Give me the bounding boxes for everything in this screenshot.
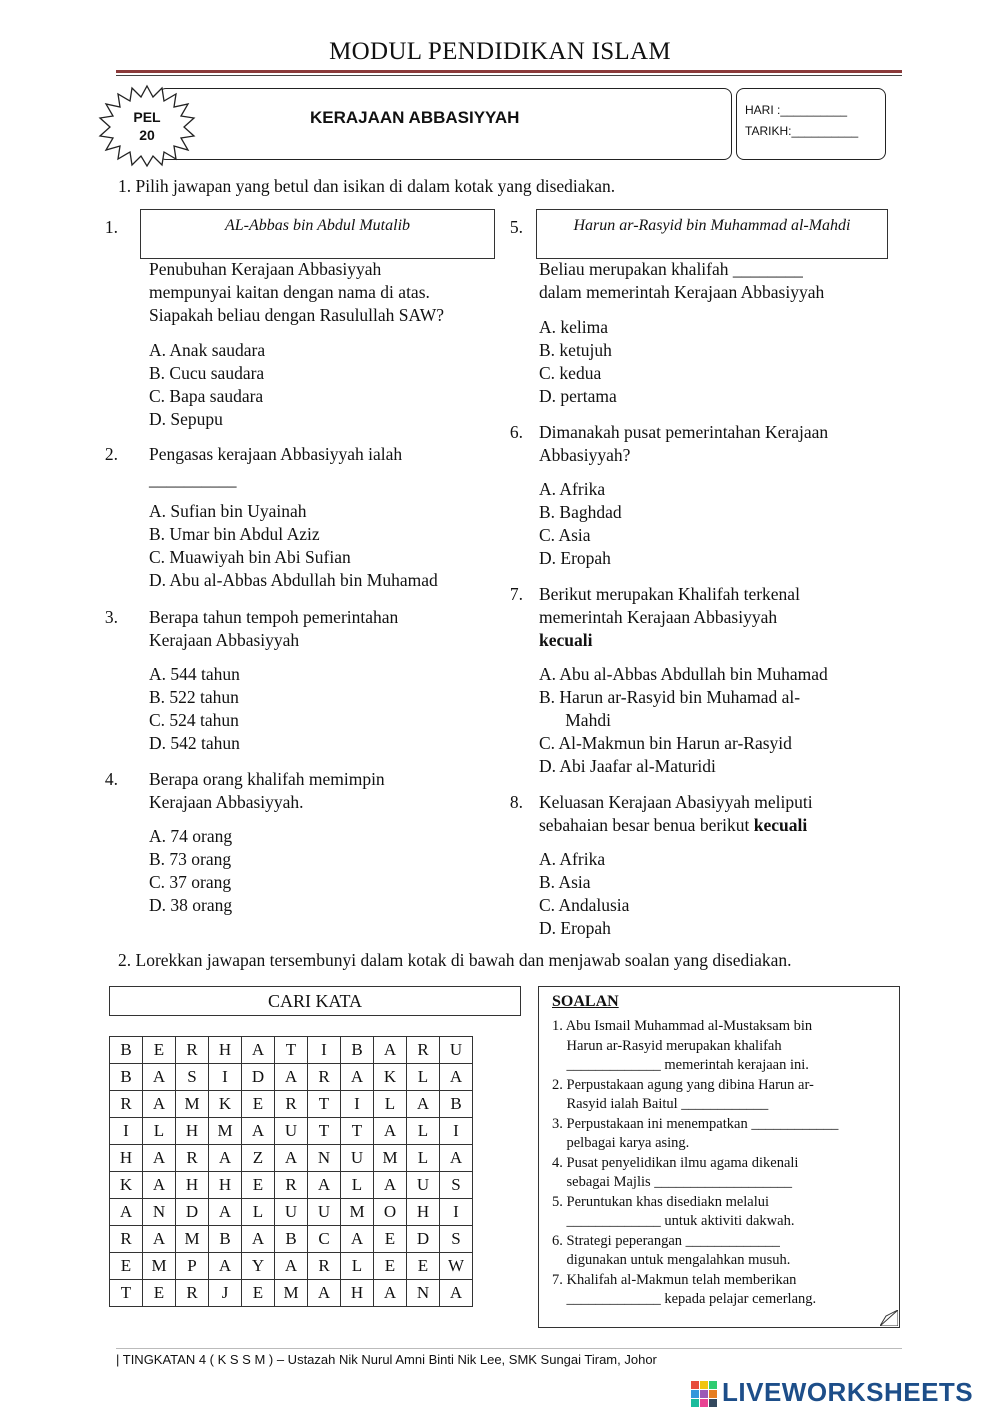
grid-cell[interactable]: E — [143, 1280, 176, 1307]
grid-cell[interactable]: U — [275, 1118, 308, 1145]
grid-cell[interactable]: J — [209, 1280, 242, 1307]
question-1-stem — [149, 258, 444, 327]
option-d[interactable]: D. Abi Jaafar al-Maturidi — [539, 756, 716, 776]
grid-cell[interactable]: Z — [242, 1145, 275, 1172]
grid-cell[interactable]: A — [242, 1226, 275, 1253]
grid-cell[interactable]: N — [407, 1280, 440, 1307]
option-b[interactable]: B. Umar bin Abdul Aziz — [149, 524, 320, 544]
option-c[interactable]: C. 524 tahun — [149, 710, 239, 730]
grid-cell[interactable]: B — [209, 1226, 242, 1253]
grid-cell[interactable]: U — [275, 1199, 308, 1226]
question-2-options — [149, 500, 438, 592]
grid-cell[interactable]: A — [440, 1280, 473, 1307]
soalan-line: _____________ kepada pelajar cemerlang. — [552, 1291, 817, 1307]
grid-cell[interactable]: A — [374, 1118, 407, 1145]
option-a[interactable]: A. Abu al-Abbas Abdullah bin Muhamad — [539, 664, 828, 684]
grid-cell[interactable]: A — [341, 1064, 374, 1091]
option-a[interactable]: A. 544 tahun — [149, 664, 240, 684]
grid-cell[interactable]: K — [374, 1064, 407, 1091]
soalan-item — [552, 1154, 892, 1193]
grid-row — [110, 1118, 473, 1145]
grid-cell[interactable]: A — [143, 1091, 176, 1118]
grid-cell[interactable]: L — [407, 1118, 440, 1145]
grid-cell[interactable]: E — [242, 1280, 275, 1307]
soalan-item — [552, 1115, 892, 1154]
grid-cell[interactable]: A — [440, 1064, 473, 1091]
stem-line: Pengasas kerajaan Abbasiyyah ialah — [149, 444, 403, 464]
question-4-options — [149, 825, 232, 917]
question-5-options — [539, 316, 617, 408]
soalan-line: 2. Perpustakaan agung yang dibina Harun ar- — [552, 1076, 814, 1093]
soalan-item — [552, 1232, 892, 1271]
soalan-line: 7. Khalifah al-Makmun telah memberikan — [552, 1271, 797, 1288]
grid-cell[interactable]: A — [440, 1145, 473, 1172]
stem-line: memerintah Kerajaan Abbasiyyah — [539, 607, 778, 627]
answer-box-text: Harun ar-Rasyid bin Muhammad al-Mahdi — [573, 217, 851, 234]
question-6-options — [539, 478, 622, 570]
grid-cell[interactable]: A — [308, 1280, 341, 1307]
option-b[interactable]: B. Harun ar-Rasyid bin Muhamad al- — [539, 687, 801, 707]
option-a[interactable]: A. 74 orang — [149, 826, 233, 846]
soalan-line: 6. Strategi peperangan _____________ — [552, 1232, 780, 1249]
question-number: 5. — [509, 217, 523, 237]
page-fold-icon — [880, 1310, 898, 1326]
grid-cell[interactable]: A — [209, 1253, 242, 1280]
soalan-line: _____________ memerintah kerajaan ini. — [552, 1057, 809, 1073]
soalan-line: Rasyid ialah Baitul ____________ — [552, 1096, 769, 1112]
module-title: MODUL PENDIDIKAN ISLAM — [329, 38, 671, 65]
questions-list — [552, 1017, 892, 1310]
soalan-line: 1. Abu Ismail Muhammad al-Mustaksam bin — [552, 1018, 813, 1034]
option-a[interactable]: A. Afrika — [539, 479, 606, 499]
grid-cell[interactable]: T — [341, 1118, 374, 1145]
stem-line: Berapa orang khalifah memimpin — [149, 769, 385, 789]
grid-cell[interactable]: L — [407, 1064, 440, 1091]
lesson-badge — [120, 108, 174, 144]
question-8-stem — [539, 791, 813, 837]
grid-cell[interactable]: K — [209, 1091, 242, 1118]
grid-cell[interactable]: R — [275, 1172, 308, 1199]
grid-row — [110, 1199, 473, 1226]
option-b[interactable]: B. ketujuh — [539, 340, 612, 360]
soalan-line: pelbagai karya asing. — [552, 1135, 690, 1151]
word-search-grid[interactable] — [109, 1036, 473, 1307]
stem-line: Berikut merupakan Khalifah terkenal — [539, 584, 800, 604]
grid-cell[interactable]: E — [143, 1037, 176, 1064]
soalan-line: sebagai Majlis ___________________ — [552, 1174, 793, 1190]
stem-line: Abbasiyyah? — [539, 445, 631, 465]
grid-cell[interactable]: B — [110, 1037, 143, 1064]
grid-cell[interactable]: U — [440, 1037, 473, 1064]
answer-box-1[interactable] — [140, 209, 495, 259]
question-number: 8. — [509, 792, 523, 812]
stem-emphasis: kecuali — [539, 630, 593, 650]
soalan-line: 4. Pusat penyelidikan ilmu agama dikenali — [552, 1154, 799, 1171]
grid-cell[interactable]: O — [374, 1199, 407, 1226]
soalan-line: _____________ untuk aktiviti dakwah. — [552, 1213, 795, 1229]
grid-row — [110, 1037, 473, 1064]
option-d[interactable]: D. 542 tahun — [149, 733, 240, 753]
option-d[interactable]: D. Abu al-Abbas Abdullah bin Muhamad — [149, 570, 438, 590]
stem-emphasis: kecuali — [753, 815, 808, 835]
footer-rule — [116, 1348, 902, 1349]
grid-cell[interactable]: D — [176, 1199, 209, 1226]
grid-row — [110, 1253, 473, 1280]
grid-cell[interactable]: M — [374, 1145, 407, 1172]
grid-cell[interactable]: H — [407, 1199, 440, 1226]
grid-cell[interactable]: E — [374, 1226, 407, 1253]
stem-line: Kerajaan Abbasiyyah. — [149, 792, 304, 812]
grid-cell[interactable]: A — [143, 1145, 176, 1172]
grid-cell[interactable]: P — [176, 1253, 209, 1280]
option-a[interactable]: A. Sufian bin Uyainah — [149, 501, 307, 521]
grid-cell[interactable]: A — [110, 1199, 143, 1226]
grid-cell[interactable]: B — [275, 1226, 308, 1253]
grid-cell[interactable]: A — [242, 1037, 275, 1064]
grid-cell[interactable]: H — [176, 1118, 209, 1145]
option-d[interactable]: D. 38 orang — [149, 895, 233, 915]
section2-instruction: 2. Lorekkan jawapan tersembunyi dalam kotak di bawah dan menjawab soalan yang disediakan. — [118, 950, 792, 970]
grid-cell[interactable]: K — [110, 1172, 143, 1199]
grid-cell[interactable]: L — [143, 1118, 176, 1145]
question-1-options — [149, 339, 265, 431]
grid-cell[interactable]: A — [209, 1199, 242, 1226]
question-number: 6. — [509, 422, 523, 442]
option-a[interactable]: A. Anak saudara — [149, 340, 266, 360]
stem-line: dalam memerintah Kerajaan Abbasiyyah — [539, 282, 825, 302]
grid-cell[interactable]: U — [341, 1145, 374, 1172]
grid-cell[interactable]: M — [275, 1280, 308, 1307]
soalan-item — [552, 1271, 892, 1310]
question-number: 3. — [104, 607, 118, 627]
grid-cell[interactable]: B — [110, 1064, 143, 1091]
option-a[interactable]: A. Afrika — [539, 849, 606, 869]
option-b[interactable]: B. Baghdad — [539, 502, 622, 522]
grid-cell[interactable]: S — [440, 1226, 473, 1253]
grid-cell[interactable]: M — [176, 1091, 209, 1118]
lesson-label: PEL — [133, 109, 161, 125]
grid-cell[interactable]: T — [110, 1280, 143, 1307]
header-rule — [116, 70, 902, 73]
grid-cell[interactable]: E — [374, 1253, 407, 1280]
option-c[interactable]: C. Bapa saudara — [149, 386, 264, 406]
grid-cell[interactable]: A — [242, 1118, 275, 1145]
option-b[interactable]: B. Cucu saudara — [149, 363, 265, 383]
grid-cell[interactable]: I — [209, 1064, 242, 1091]
grid-cell[interactable]: E — [407, 1253, 440, 1280]
grid-cell[interactable]: D — [242, 1064, 275, 1091]
grid-cell[interactable]: A — [275, 1145, 308, 1172]
soalan-item — [552, 1193, 892, 1232]
answer-box-5[interactable] — [536, 209, 888, 259]
grid-cell[interactable]: L — [341, 1253, 374, 1280]
soalan-line: 5. Peruntukan khas disediakn melalui — [552, 1193, 770, 1210]
stem-line: mempunyai kaitan dengan nama di atas. — [149, 282, 430, 302]
stem-line: Beliau merupakan khalifah ________ — [539, 259, 803, 279]
option-c[interactable]: C. kedua — [539, 363, 602, 383]
option-b[interactable]: B. 522 tahun — [149, 687, 239, 707]
grid-cell[interactable]: I — [440, 1199, 473, 1226]
grid-row — [110, 1226, 473, 1253]
grid-cell[interactable]: N — [143, 1199, 176, 1226]
grid-cell[interactable]: R — [275, 1091, 308, 1118]
grid-row — [110, 1091, 473, 1118]
grid-cell[interactable]: L — [242, 1199, 275, 1226]
grid-cell[interactable]: A — [143, 1226, 176, 1253]
grid-cell[interactable]: H — [110, 1145, 143, 1172]
grid-cell[interactable]: R — [110, 1091, 143, 1118]
grid-cell[interactable]: I — [308, 1037, 341, 1064]
grid-cell[interactable]: T — [308, 1118, 341, 1145]
stem-line: sebahaian besar benua berikut — [539, 815, 750, 835]
grid-cell[interactable]: L — [341, 1172, 374, 1199]
stem-line: Penubuhan Kerajaan Abbasiyyah — [149, 259, 382, 279]
grid-cell[interactable]: I — [110, 1118, 143, 1145]
question-number: 2. — [104, 444, 118, 464]
option-c[interactable]: C. Asia — [539, 525, 591, 545]
question-5-stem — [539, 258, 824, 304]
grid-cell[interactable]: H — [341, 1280, 374, 1307]
grid-row — [110, 1172, 473, 1199]
soalan-line: Harun ar-Rasyid merupakan khalifah — [552, 1037, 782, 1054]
stem-line: Keluasan Kerajaan Abasiyyah meliputi — [539, 792, 813, 812]
grid-cell[interactable]: E — [110, 1253, 143, 1280]
grid-cell[interactable]: T — [308, 1091, 341, 1118]
soalan-item — [552, 1017, 892, 1076]
grid-cell[interactable]: R — [407, 1037, 440, 1064]
grid-cell[interactable]: A — [341, 1226, 374, 1253]
grid-cell[interactable]: M — [341, 1199, 374, 1226]
grid-cell[interactable]: E — [242, 1091, 275, 1118]
question-4-stem — [149, 768, 385, 814]
grid-cell[interactable]: A — [143, 1172, 176, 1199]
stem-line: Berapa tahun tempoh pemerintahan — [149, 607, 399, 627]
option-b[interactable]: B. 73 orang — [149, 849, 232, 869]
grid-cell[interactable]: C — [308, 1226, 341, 1253]
question-7-stem — [539, 583, 800, 652]
grid-cell[interactable]: H — [176, 1172, 209, 1199]
grid-cell[interactable]: A — [143, 1064, 176, 1091]
grid-cell[interactable]: M — [209, 1118, 242, 1145]
stem-line: Kerajaan Abbasiyyah — [149, 630, 300, 650]
option-c[interactable]: C. 37 orang — [149, 872, 232, 892]
grid-cell[interactable]: D — [407, 1226, 440, 1253]
day-field[interactable]: HARI :__________ — [745, 103, 848, 117]
grid-cell[interactable]: M — [176, 1226, 209, 1253]
grid-cell[interactable]: M — [143, 1253, 176, 1280]
answer-box-text: AL-Abbas bin Abdul Mutalib — [224, 217, 411, 234]
word-search-title: CARI KATA — [109, 986, 521, 1016]
question-2-stem — [149, 443, 402, 491]
grid-cell[interactable]: W — [440, 1253, 473, 1280]
grid-cell[interactable]: I — [341, 1091, 374, 1118]
soalan-item — [552, 1076, 892, 1115]
grid-cell[interactable]: R — [110, 1226, 143, 1253]
grid-cell[interactable]: L — [374, 1091, 407, 1118]
brand-name[interactable]: LIVEWORKSHEETS — [722, 1377, 974, 1407]
stem-blank: __________ — [149, 469, 237, 489]
question-number: 7. — [509, 584, 523, 604]
grid-cell[interactable]: R — [176, 1280, 209, 1307]
option-c[interactable]: C. Al-Makmun bin Harun ar-Rasyid — [539, 733, 792, 753]
grid-cell[interactable]: A — [374, 1037, 407, 1064]
grid-cell[interactable]: R — [176, 1037, 209, 1064]
date-field[interactable]: TARIKH:__________ — [745, 124, 859, 138]
grid-cell[interactable]: A — [209, 1145, 242, 1172]
grid-cell[interactable]: S — [440, 1172, 473, 1199]
stem-line: Dimanakah pusat pemerintahan Kerajaan — [539, 422, 829, 442]
question-3-options — [149, 663, 240, 755]
stem-line: Siapakah beliau dengan Rasulullah SAW? — [149, 305, 445, 325]
option-c[interactable]: C. Andalusia — [539, 895, 630, 915]
lesson-number: 20 — [139, 127, 155, 143]
grid-cell[interactable]: A — [374, 1280, 407, 1307]
topic-title: KERAJAAN ABBASIYYAH — [310, 108, 520, 127]
grid-cell[interactable]: B — [440, 1091, 473, 1118]
header-rule-thin — [116, 75, 902, 76]
questions-title: SOALAN — [552, 993, 619, 1010]
question-8-options — [539, 848, 629, 940]
section1-instruction: 1. Pilih jawapan yang betul dan isikan di dalam kotak yang disediakan. — [118, 176, 616, 196]
option-d[interactable]: D. Eropah — [539, 548, 611, 568]
question-7-options — [539, 663, 828, 778]
grid-cell[interactable]: A — [275, 1064, 308, 1091]
option-c[interactable]: C. Muawiyah bin Abi Sufian — [149, 547, 351, 567]
soalan-line: 3. Perpustakaan ini menempatkan ____________ — [552, 1115, 839, 1132]
grid-cell[interactable]: H — [209, 1037, 242, 1064]
grid-row — [110, 1145, 473, 1172]
grid-cell[interactable]: U — [308, 1199, 341, 1226]
option-d[interactable]: D. pertama — [539, 386, 617, 406]
grid-cell[interactable]: A — [275, 1253, 308, 1280]
grid-cell[interactable]: H — [209, 1172, 242, 1199]
grid-cell[interactable]: R — [176, 1145, 209, 1172]
footer-text: | TINGKATAN 4 ( K S S M ) – Ustazah Nik Nurul Amni Binti Nik Lee, SMK Sungai Tiram, Johor — [116, 1352, 657, 1367]
grid-cell[interactable]: T — [275, 1037, 308, 1064]
option-b-continued: Mahdi — [539, 710, 611, 730]
option-d[interactable]: D. Sepupu — [149, 409, 223, 429]
option-d[interactable]: D. Eropah — [539, 918, 611, 938]
grid-cell[interactable]: E — [242, 1172, 275, 1199]
grid-cell[interactable]: S — [176, 1064, 209, 1091]
soalan-line: digunakan untuk mengalahkan musuh. — [552, 1252, 791, 1268]
grid-cell[interactable]: U — [407, 1172, 440, 1199]
option-a[interactable]: A. kelima — [539, 317, 609, 337]
question-3-stem — [149, 606, 398, 652]
grid-cell[interactable]: B — [341, 1037, 374, 1064]
grid-cell[interactable]: R — [308, 1064, 341, 1091]
grid-cell[interactable]: A — [407, 1091, 440, 1118]
grid-cell[interactable]: L — [407, 1145, 440, 1172]
question-number: 4. — [104, 769, 118, 789]
option-b[interactable]: B. Asia — [539, 872, 591, 892]
grid-cell[interactable]: A — [374, 1172, 407, 1199]
question-number: 1. — [104, 217, 118, 237]
grid-row — [110, 1064, 473, 1091]
grid-cell[interactable]: A — [308, 1172, 341, 1199]
question-6-stem — [539, 421, 828, 467]
liveworksheets-logo-icon — [690, 1380, 718, 1408]
grid-row — [110, 1280, 473, 1307]
grid-cell[interactable]: N — [308, 1145, 341, 1172]
grid-cell[interactable]: I — [440, 1118, 473, 1145]
grid-cell[interactable]: R — [308, 1253, 341, 1280]
grid-cell[interactable]: Y — [242, 1253, 275, 1280]
